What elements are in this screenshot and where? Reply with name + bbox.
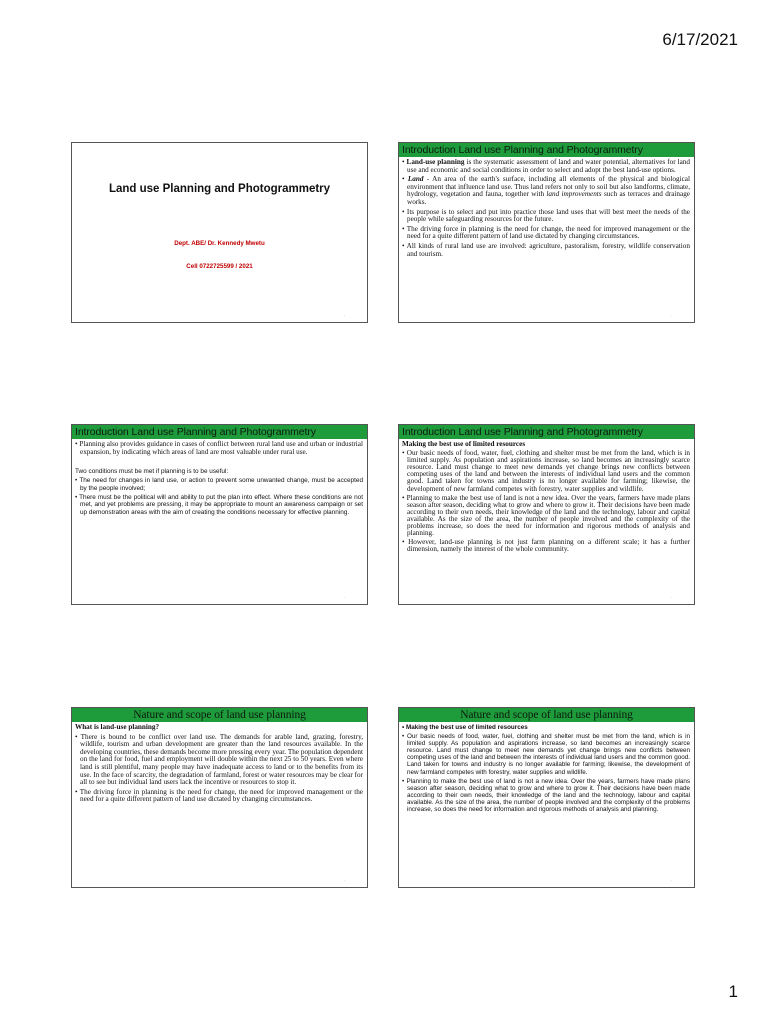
slide-3 [71, 424, 368, 605]
header-date: 6/17/2021 [662, 30, 738, 49]
slide-header: Introduction Land use Planning and Photogrammetry [72, 425, 367, 439]
bullet-item: • There must be the political will and ability to put the plan into effect. Where these conditions are not met, and yet problems are pressing, it may be appropriate to mount an awareness campaign or set up demonstration areas with the aim of creating the conditions necessary for effective planning. [75, 494, 363, 516]
bullet-item: • However, land-use planning is not just farm planning on a different scale; it has a further dimension, namely the interest of the whole community. [402, 538, 690, 554]
slide-body [72, 439, 367, 516]
bullet-item: • The driving force in planning is the need for change, the need for improved management or the need for a quite different pattern of land use dictated by changing circumstances. [402, 224, 690, 241]
subheading: Making the best use of limited resources [402, 440, 526, 448]
bullet-item: • Planning to make the best use of land is not a new idea. Over the years, farmers have made plans season after season, deciding what to grow and where to grow it. Their decisions have been made according to their own needs, their knowledge of the land and the technology, labour and capital available. As the size of the area, the number of people involved and the complexity of the problems increase, so does the need for information and rigorous methods of analysis and planning. [402, 777, 690, 814]
subheading: • Making the best use of limited resources [402, 724, 528, 731]
slide-body [399, 439, 694, 553]
slide-1-title [71, 142, 368, 323]
slide-6 [398, 707, 695, 888]
page-number: 1 [728, 982, 738, 1001]
slide-body [72, 722, 367, 804]
slide-number-mark: · [343, 878, 345, 883]
bullet-item: • Planning also provides guidance in cases of conflict between rural land use and urban or industrial expansion, by indicating which areas of land are most valuable under rural use. [75, 440, 363, 456]
slide-title: Land use Planning and Photogrammetry [108, 183, 331, 195]
body-text: Two conditions must be met if planning is to be useful: [75, 468, 229, 476]
slide-author: Dept. ABE/ Dr. Kennedy Mwetu [174, 240, 265, 247]
slide-number-mark: · [343, 595, 345, 600]
bullet-item: • There is bound to be conflict over land use. The demands for arable land, grazing, forestry, wildlife, tourism and urban development are greater than the land resources available. In the developing countries, these demands become more pressing every year. The population dependent on the land for food, fuel and employment will double within the next 25 to 50 years. Even where land is still plentiful, many people may have inadequate access to land or to the benefits from its use. In the face of scarcity, the degradation of farmland, forest or water resources may be clear for all to see but individual land users lack the incentive or resources to stop it. [75, 732, 363, 787]
slide-header: Introduction Land use Planning and Photogrammetry [399, 425, 694, 439]
slide-5 [71, 707, 368, 888]
slide-number-mark: · [670, 878, 672, 883]
slide-number-mark: · [670, 313, 672, 318]
bullet-item: • Our basic needs of food, water, fuel, clothing and shelter must be met from the land, which is in limited supply. As population and aspirations increase, so land becomes an increasingly scarce resource. Land must change to meet new demands yet change brings new conflicts between competing uses of the land and between the interests of individual land users and the common good. Land taken for towns and industry is no longer available for farming; likewise, the development of new farmland competes with forestry, water supplies and wildlife. [402, 449, 690, 493]
slide-header: Introduction Land use Planning and Photogrammetry [399, 143, 694, 157]
slide-number-mark: · [670, 595, 672, 600]
slide-header: Nature and scope of land use planning [72, 708, 367, 722]
slide-body [399, 157, 694, 258]
bullet-item: • Planning to make the best use of land is not a new idea. Over the years, farmers have made plans season after season, deciding what to grow and where to grow it. Their decisions have been made according to their own needs, their knowledge of the land and the technology, labour and capital available. As the size of the area, the number of people involved and the complexity of the problems increase, so does the need for information and rigorous methods of analysis and planning. [402, 493, 690, 538]
bullet-item: • All kinds of rural land use are involved: agriculture, pastoralism, forestry, wildlife conservation and tourism. [402, 241, 690, 258]
slide-number-mark: · [343, 313, 345, 318]
bullet-item: • Our basic needs of food, water, fuel, clothing and shelter must be met from the land, which is in limited supply. As population and aspirations increase, so land becomes an increasingly scarce resource. Land must change to meet new demands yet change brings new conflicts between competing uses of the land and between the interests of individual land users and the common good. Land taken for towns and industry is no longer available for farming; likewise, the development of new farmland competes with forestry, water supplies and wildlife. [402, 733, 690, 776]
bullet-item: • The driving force in planning is the need for change, the need for improved management or the need for a quite different pattern of land use dictated by changing circumstances. [75, 787, 363, 804]
bullet-item: • Land-use planning is the systematic assessment of land and water potential, alternatives for land use and economic and social conditions in order to select and adopt the best land-use options. [402, 158, 690, 174]
subheading: What is land-use planning? [75, 723, 160, 731]
slide-2 [398, 142, 695, 323]
slide-contact: Cell 0722725599 / 2021 [186, 263, 253, 270]
bullet-item: • Its purpose is to select and put into practice those land uses that will best meet the needs of the people while safeguarding resources for the future. [402, 207, 690, 224]
slide-body [399, 722, 694, 813]
slide-4 [398, 424, 695, 605]
bullet-item: • The need for changes in land use, or action to prevent some unwanted change, must be accepted by the people involved; [75, 477, 363, 492]
slide-header: Nature and scope of land use planning [399, 708, 694, 722]
bullet-item: • Land - An area of the earth's surface, including all elements of the physical and biological environment that influence land use. Thus land refers not only to soil but also landforms, climate, hydrology, vegetation and fauna, together with land improvements such as terraces and drainage works. [402, 175, 690, 206]
